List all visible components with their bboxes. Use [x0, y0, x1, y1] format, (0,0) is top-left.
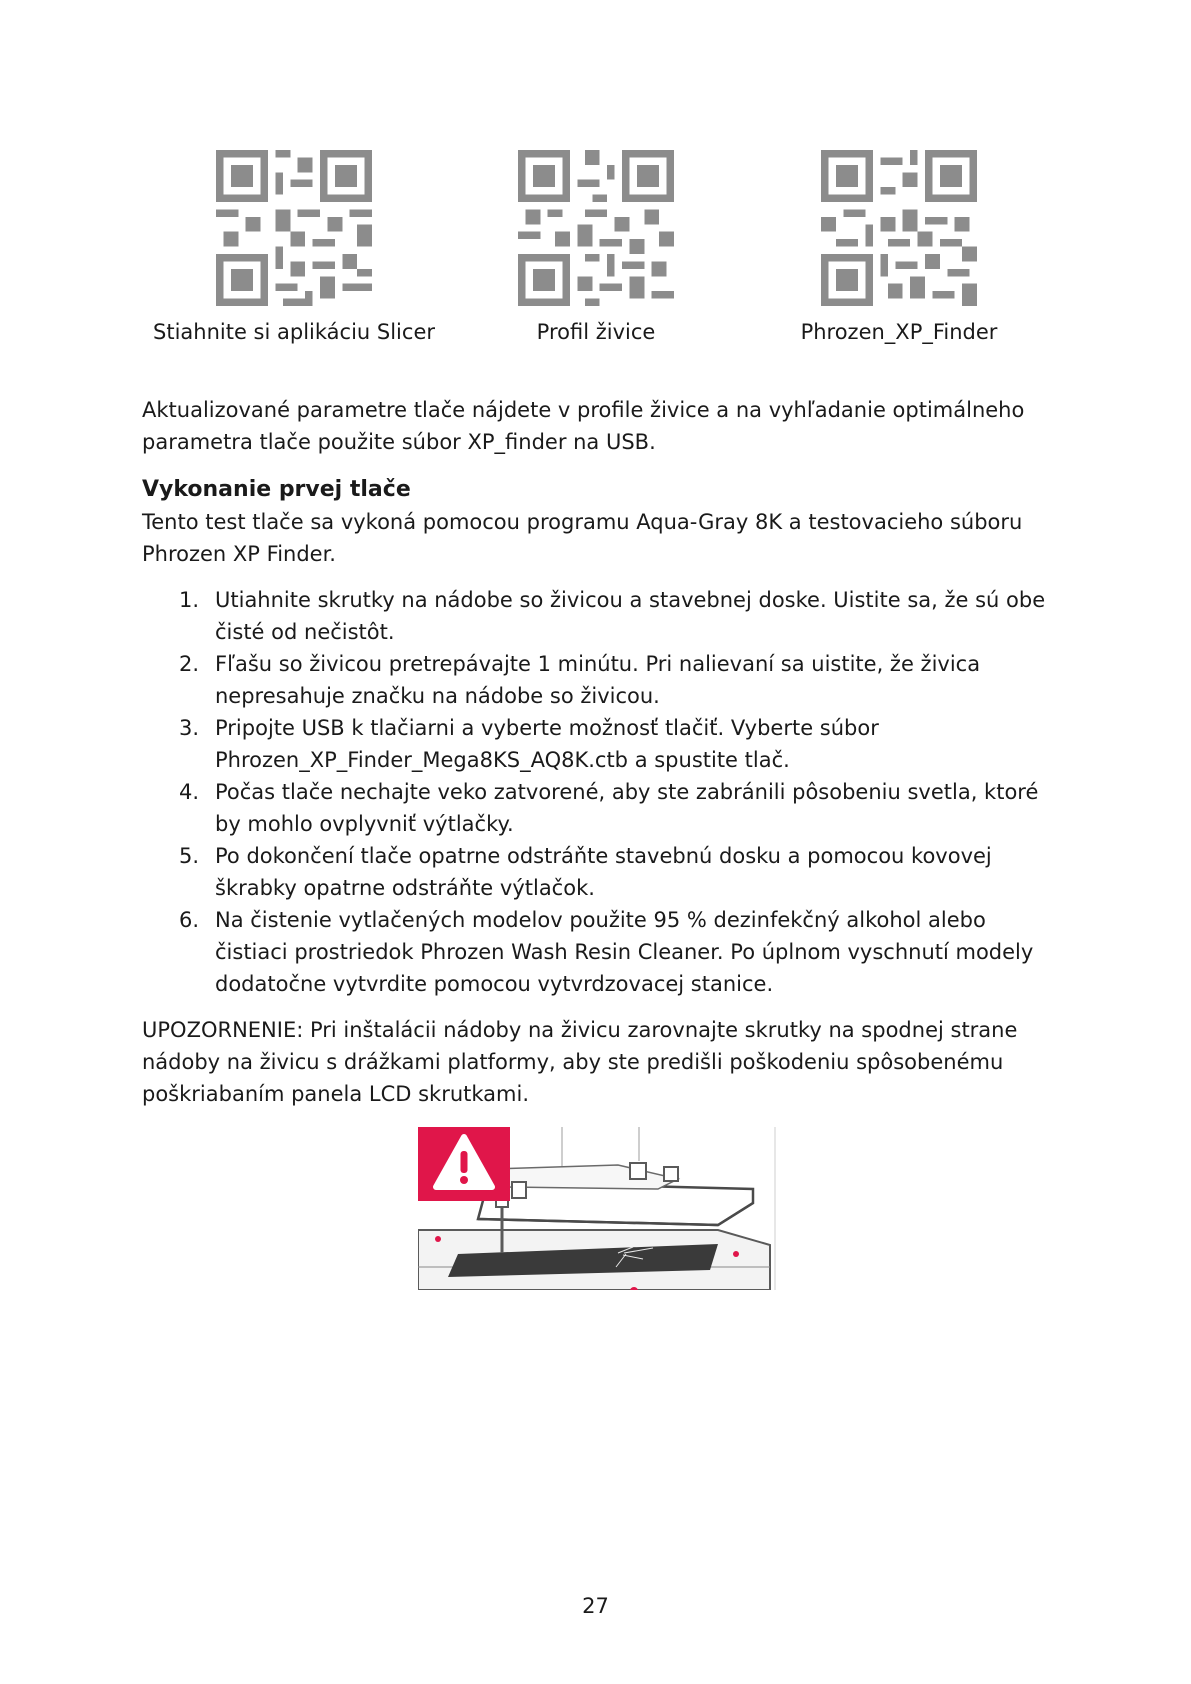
- list-item: [142, 776, 1052, 840]
- intro-paragraph: Aktualizované parametre tlače nájdete v profile živice a na vyhľadanie optimálneho parametra tlače použite súbor XP_finder na USB.: [142, 398, 1025, 454]
- step-text: Po dokončení tlače opatrne odstráňte stavebnú dosku a pomocou kovovej škrabky opatrne odstráňte výtlačok.: [215, 844, 992, 900]
- step-number: 1.: [179, 588, 200, 612]
- qr-code-icon: [821, 150, 977, 306]
- list-item: [142, 584, 1052, 648]
- qr-block-xp-finder: [749, 150, 1049, 346]
- list-item: [142, 712, 1052, 776]
- printer-vat-illustration: [418, 1127, 776, 1290]
- qr-block-slicer: [144, 150, 444, 346]
- step-number: 6.: [179, 908, 200, 932]
- page-number: 27: [582, 1594, 609, 1618]
- list-item: [142, 648, 1052, 712]
- step-text: Na čistenie vytlačených modelov použite 95 % dezinfekčný alkohol alebo čistiaci prostriedok Phrozen Wash Resin Cleaner. Po úplnom vyschnutí modely dodatočne vytvrdite pomocou vytvrdzovacej stanice.: [215, 908, 1034, 996]
- qr-code-icon: [216, 150, 372, 306]
- qr-block-resin-profile: [446, 150, 746, 346]
- step-number: 3.: [179, 716, 200, 740]
- steps-list: [142, 584, 1052, 1000]
- step-text: Fľašu so živicou pretrepávajte 1 minútu. Pri nalievaní sa uistite, že živica nepresahuje značku na nádobe so živicou.: [215, 652, 981, 708]
- step-text: Počas tlače nechajte veko zatvorené, aby ste zabránili pôsobeniu svetla, ktoré by mohlo ovplyvniť výtlačky.: [215, 780, 1039, 836]
- step-text: Pripojte USB k tlačiarni a vyberte možnosť tlačiť. Vyberte súbor Phrozen_XP_Finder_Mega8KS_AQ8K.ctb a spustite tlač.: [215, 716, 879, 772]
- warning-paragraph: UPOZORNENIE: Pri inštalácii nádoby na živicu zarovnajte skrutky na spodnej strane nádoby na živicu s drážkami platformy, aby ste predišli poškodeniu spôsobenému poškriabaním panela LCD skrutkami.: [142, 1018, 1018, 1106]
- step-text: Utiahnite skrutky na nádobe so živicou a stavebnej doske. Uistite sa, že sú obe čisté od nečistôt.: [215, 588, 1046, 644]
- step-number: 2.: [179, 652, 200, 676]
- section-heading: Vykonanie prvej tlače: [142, 477, 411, 502]
- qr-caption: Phrozen_XP_Finder: [800, 320, 998, 344]
- list-item: [142, 904, 1052, 1000]
- step-number: 5.: [179, 844, 200, 868]
- qr-code-icon: [518, 150, 674, 306]
- step-number: 4.: [179, 780, 200, 804]
- section-lead: Tento test tlače sa vykoná pomocou programu Aqua-Gray 8K a testovacieho súboru Phrozen XP Finder.: [142, 510, 1023, 566]
- qr-caption: Stiahnite si aplikáciu Slicer: [153, 320, 435, 344]
- list-item: [142, 840, 1052, 904]
- qr-caption: Profil živice: [536, 320, 656, 344]
- warning-illustration: [418, 1127, 776, 1290]
- main-content: [142, 394, 1052, 1110]
